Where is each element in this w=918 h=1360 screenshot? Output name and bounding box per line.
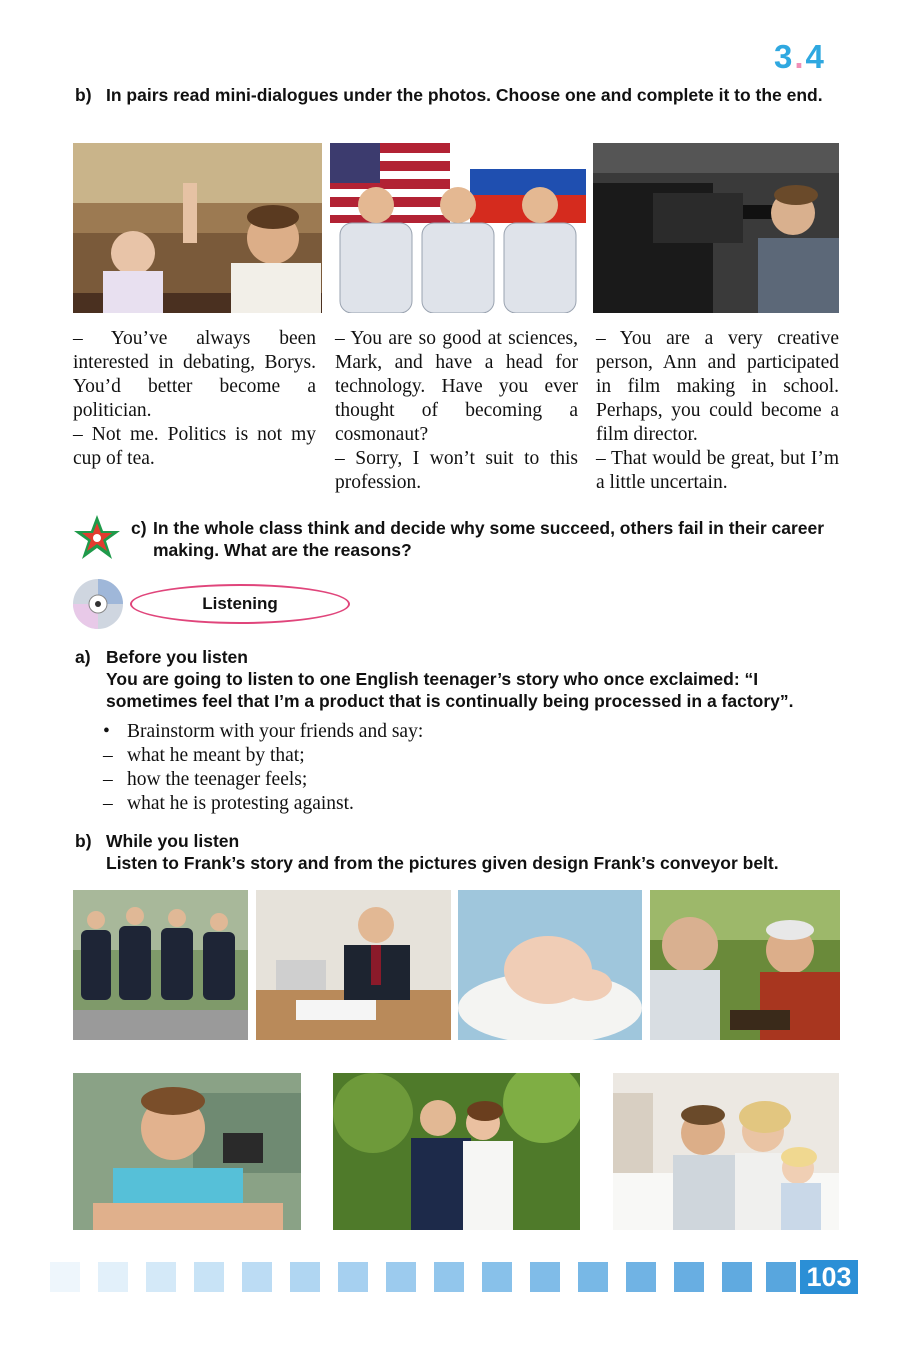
office-worker-photo	[256, 890, 451, 1040]
cd-icon	[72, 578, 124, 630]
dialogue-film-director: – You are a very creative person, Ann and participated in film making in school. Perhaps, you could become a film director. – That would be great, but I’m a little uncertain.	[596, 328, 839, 493]
footer-square	[194, 1262, 224, 1292]
task-b-instruction: b) In pairs read mini-dialogues under the photos. Choose one and complete it to the end.	[75, 85, 823, 105]
footer-square	[434, 1262, 464, 1292]
footer-square	[386, 1262, 416, 1292]
parliament-boy-photo	[73, 143, 322, 313]
baby-photo	[458, 890, 642, 1040]
section-number: 3.4	[774, 38, 826, 75]
elderly-chess-photo	[650, 890, 840, 1040]
list-item: – what he meant by that;	[103, 745, 305, 766]
task-c-instruction: c) In the whole class think and decide why some succeed, others fail in their career making. What are the reasons?	[131, 518, 825, 560]
list-item: – how the teenager feels;	[103, 769, 308, 790]
page-number: 103	[800, 1260, 858, 1294]
list-item: – what he is protesting against.	[103, 793, 354, 814]
wedding-couple-photo	[333, 1073, 580, 1230]
school-students-photo	[73, 890, 248, 1040]
film-director-photo	[593, 143, 839, 313]
footer-square	[242, 1262, 272, 1292]
footer-square	[482, 1262, 512, 1292]
footer-square	[578, 1262, 608, 1292]
star-icon	[72, 513, 122, 563]
task-b-while-listen: b) While you listen Listen to Frank’s story and from the pictures given design Frank’s conveyor belt.	[75, 831, 779, 873]
list-item: • Brainstorm with your friends and say:	[103, 721, 424, 742]
footer-square	[722, 1262, 752, 1292]
brainstorm-list	[103, 720, 803, 816]
dialogue-cosmonaut: – You are so good at sciences, Mark, and have a head for technology. Have you ever thought of becoming a cosmonaut? – Sorry, I won’t suit to this profession.	[335, 328, 578, 493]
footer-square	[146, 1262, 176, 1292]
footer-square	[766, 1262, 796, 1292]
teen-boy-photo	[73, 1073, 301, 1230]
footer-square	[674, 1262, 704, 1292]
footer-square	[626, 1262, 656, 1292]
footer-square	[98, 1262, 128, 1292]
family-photo	[613, 1073, 839, 1230]
footer-square	[530, 1262, 560, 1292]
footer-square	[290, 1262, 320, 1292]
cosmonauts-photo	[330, 143, 586, 313]
footer-square	[338, 1262, 368, 1292]
dialogue-politician: – You’ve always been interested in debating, Borys. You’d better become a politician. – Not me. Politics is not my cup of tea.	[73, 328, 316, 469]
footer-square	[50, 1262, 80, 1292]
task-a-before-listen: a) Before you listen You are going to listen to one English teenager’s story who once exclaimed: “I sometimes feel that I’m a product that is continually being processed in a factory”.	[75, 647, 794, 711]
listening-label: Listening	[130, 584, 350, 624]
